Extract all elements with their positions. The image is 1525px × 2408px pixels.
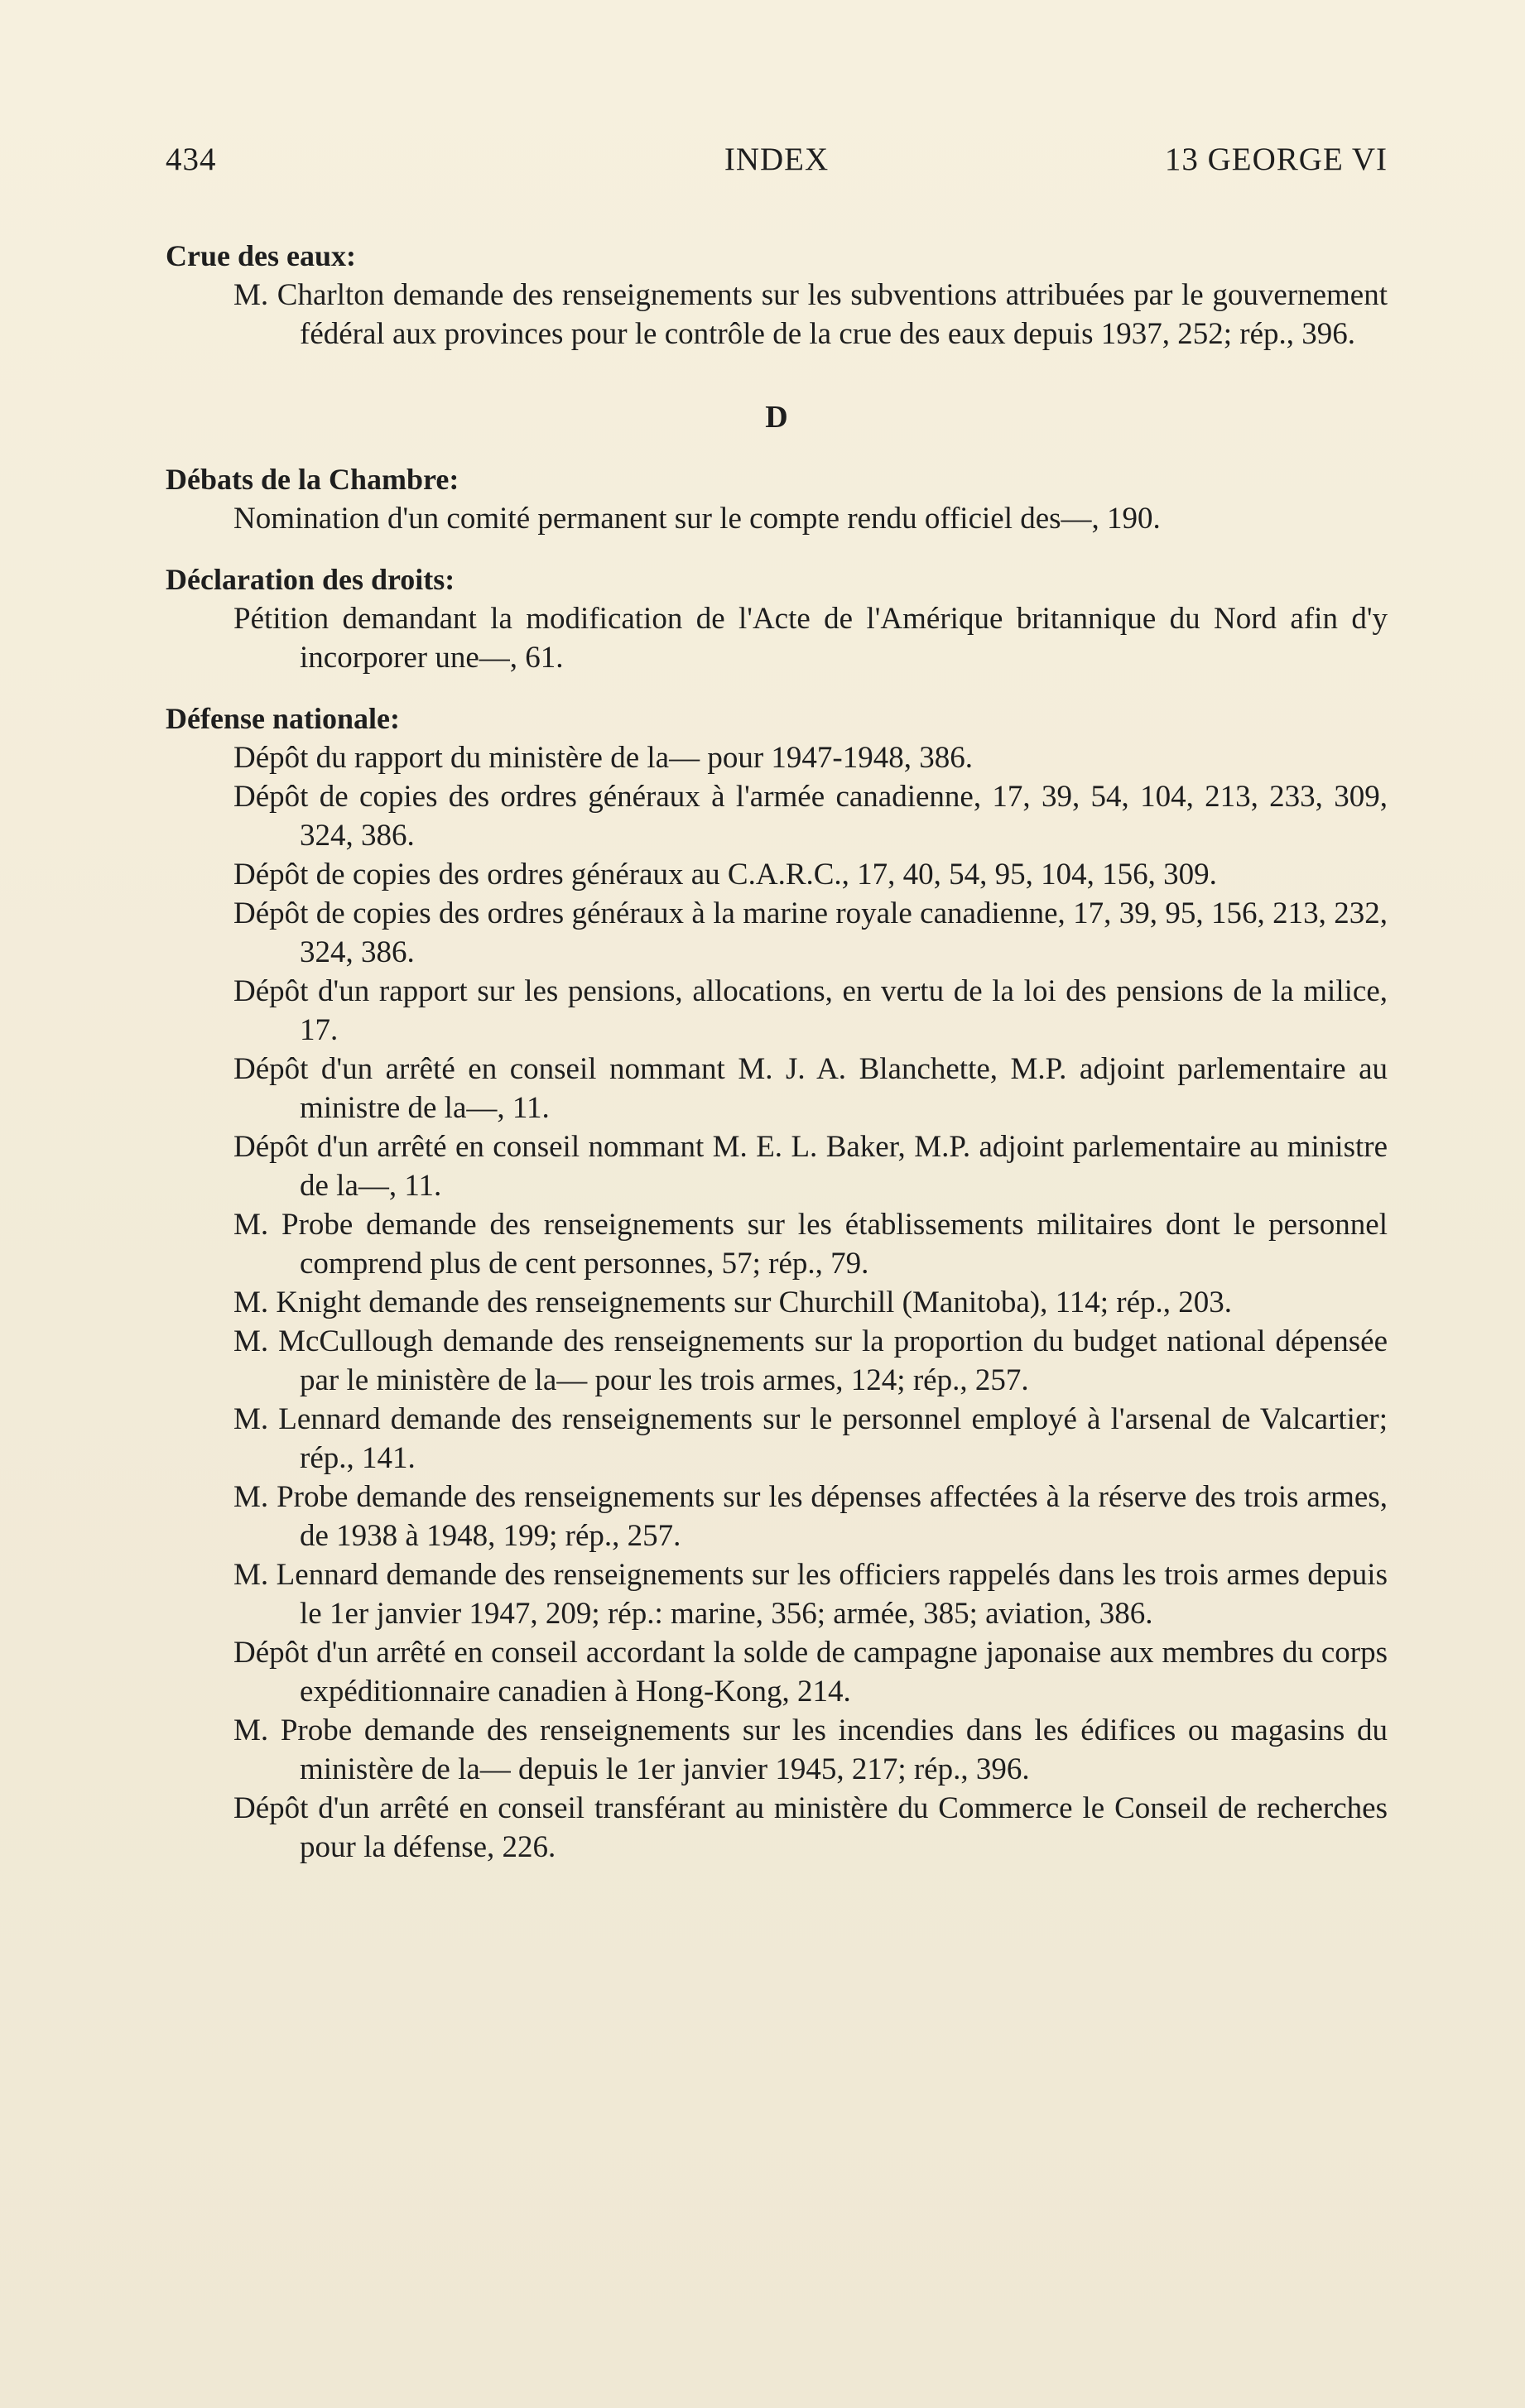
index-heading: Défense nationale: [166, 702, 400, 735]
index-entry: Dépôt d'un arrêté en conseil transférant au ministère du Commerce le Conseil de recherches pour la défense, 226. [233, 1791, 1388, 1864]
running-title: INDEX [724, 142, 830, 177]
page-number: 434 [166, 142, 217, 177]
running-header [166, 141, 1388, 182]
index-heading: Débats de la Chambre: [166, 463, 459, 496]
index-heading: Déclaration des droits: [166, 563, 455, 596]
index-entry: Dépôt d'un rapport sur les pensions, allocations, en vertu de la loi des pensions de la milice, 17. [233, 974, 1388, 1047]
index-entry: Dépôt de copies des ordres généraux au C.A.R.C., 17, 40, 54, 95, 104, 156, 309. [233, 858, 1217, 892]
index-entry: Dépôt d'un arrêté en conseil accordant la solde de campagne japonaise aux membres du corps expéditionnaire canadien à Hong-Kong, 214. [233, 1636, 1388, 1709]
index-section [166, 237, 1388, 353]
index-section [166, 560, 1388, 677]
index-heading: Crue des eaux: [166, 239, 356, 272]
index-entry: Dépôt d'un arrêté en conseil nommant M. E. L. Baker, M.P. adjoint parlementaire au ministre de la—, 11. [233, 1130, 1388, 1203]
index-entry: M. Knight demande des renseignements sur Churchill (Manitoba), 114; rép., 203. [233, 1286, 1233, 1319]
index-entry: Nomination d'un comité permanent sur le compte rendu officiel des—, 190. [233, 502, 1161, 536]
index-section [166, 460, 1388, 538]
index-entry: Dépôt de copies des ordres généraux à la marine royale canadienne, 17, 39, 95, 156, 213, 232, 324, 386. [233, 896, 1388, 969]
index-entry: Dépôt de copies des ordres généraux à l'armée canadienne, 17, 39, 54, 104, 213, 233, 309, 324, 386. [233, 780, 1388, 853]
index-entry: Dépôt du rapport du ministère de la— pour 1947-1948, 386. [233, 741, 973, 775]
index-entry: M. Lennard demande des renseignements sur le personnel employé à l'arsenal de Valcartier; rép., 141. [233, 1402, 1388, 1475]
index-entry: M. Lennard demande des renseignements sur les officiers rappelés dans les trois armes depuis le 1er janvier 1947, 209; rép.: marine, 356; armée, 385; aviation, 386. [233, 1558, 1388, 1631]
index-section [166, 699, 1388, 1867]
index-entry: M. McCullough demande des renseignements sur la proportion du budget national dépensée par le ministère de la— pour les trois armes, 124; rép., 257. [233, 1324, 1388, 1397]
regnal-year: 13 GEORGE VI [1164, 142, 1388, 177]
section-letter: D [765, 400, 788, 435]
index-content [166, 237, 1388, 1889]
index-entry: Pétition demandant la modification de l'Acte de l'Amérique britannique du Nord afin d'y incorporer une—, 61. [233, 602, 1388, 675]
index-entry: M. Probe demande des renseignements sur les dépenses affectées à la réserve des trois armes, de 1938 à 1948, 199; rép., 257. [233, 1480, 1388, 1553]
index-entry: Dépôt d'un arrêté en conseil nommant M. J. A. Blanchette, M.P. adjoint parlementaire au ministre de la—, 11. [233, 1052, 1388, 1125]
index-entry: M. Probe demande des renseignements sur les incendies dans les édifices ou magasins du ministère de la— depuis le 1er janvier 1945, 217; rép., 396. [233, 1713, 1388, 1786]
index-entry: M. Probe demande des renseignements sur les établissements militaires dont le personnel comprend plus de cent personnes, 57; rép., 79. [233, 1208, 1388, 1281]
index-entry: M. Charlton demande des renseignements sur les subventions attribuées par le gouvernement fédéral aux provinces pour le contrôle de la crue des eaux depuis 1937, 252; rép., 396. [233, 278, 1388, 351]
